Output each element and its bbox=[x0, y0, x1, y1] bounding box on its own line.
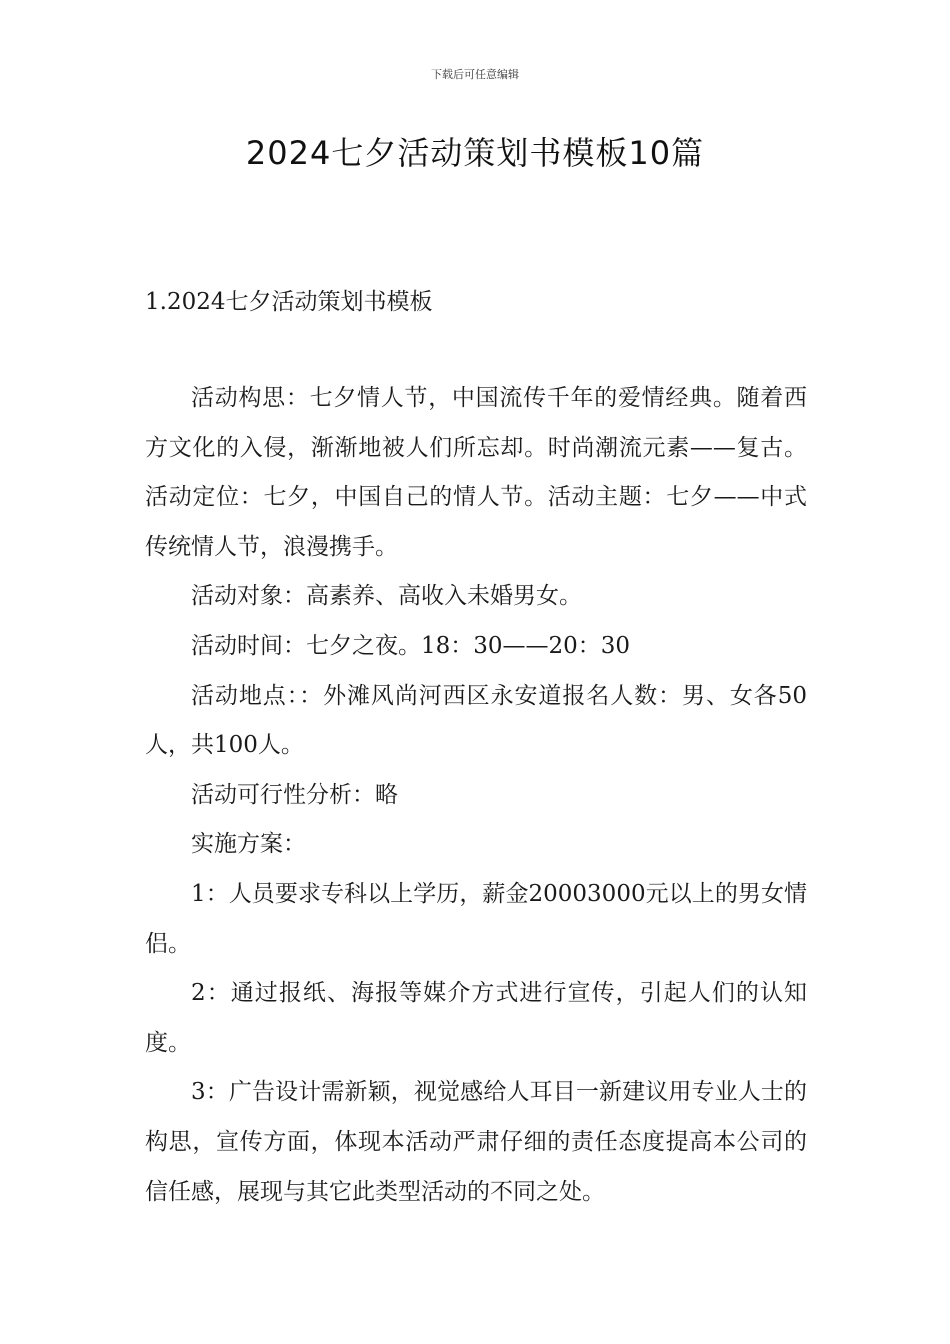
section-heading: 1.2024七夕活动策划书模板 bbox=[145, 289, 433, 315]
paragraph-target-audience: 活动对象：高素养、高收入未婚男女。 bbox=[191, 583, 582, 610]
paragraph-feasibility: 活动可行性分析：略 bbox=[191, 781, 398, 808]
paragraph-activity-concept: 活动构思：七夕情人节，中国流传千年的爱情经典。随着西方文化的入侵，渐渐地被人们所忘却。时尚潮流元素——复古。活动定位：七夕，中国自己的情人节。活动主题：七夕——中式传统情人节，浪漫携手。 bbox=[145, 385, 807, 560]
paragraph-plan-item-3: 3：广告设计需新颖，视觉感给人耳目一新建议用专业人士的构思，宣传方面，体现本活动严肃仔细的责任态度提高本公司的信任感，展现与其它此类型活动的不同之处。 bbox=[145, 1079, 807, 1205]
document-title: 2024七夕活动策划书模板10篇 bbox=[245, 134, 705, 172]
paragraph-plan-item-1: 1：人员要求专科以上学历，薪金20003000元以上的男女情侣。 bbox=[145, 880, 807, 957]
paragraph-activity-location: 活动地点：：外滩风尚河西区永安道报名人数：男、女各50人，共100人。 bbox=[145, 682, 807, 759]
paragraph-activity-time: 活动时间：七夕之夜。18：30——20：30 bbox=[191, 632, 631, 659]
paragraph-plan-heading: 实施方案： bbox=[191, 831, 306, 858]
paragraph-plan-item-2: 2：通过报纸、海报等媒介方式进行宣传，引起人们的认知度。 bbox=[145, 980, 807, 1056]
body-text bbox=[145, 374, 807, 1217]
header-note: 下载后可任意编辑 bbox=[431, 68, 519, 81]
